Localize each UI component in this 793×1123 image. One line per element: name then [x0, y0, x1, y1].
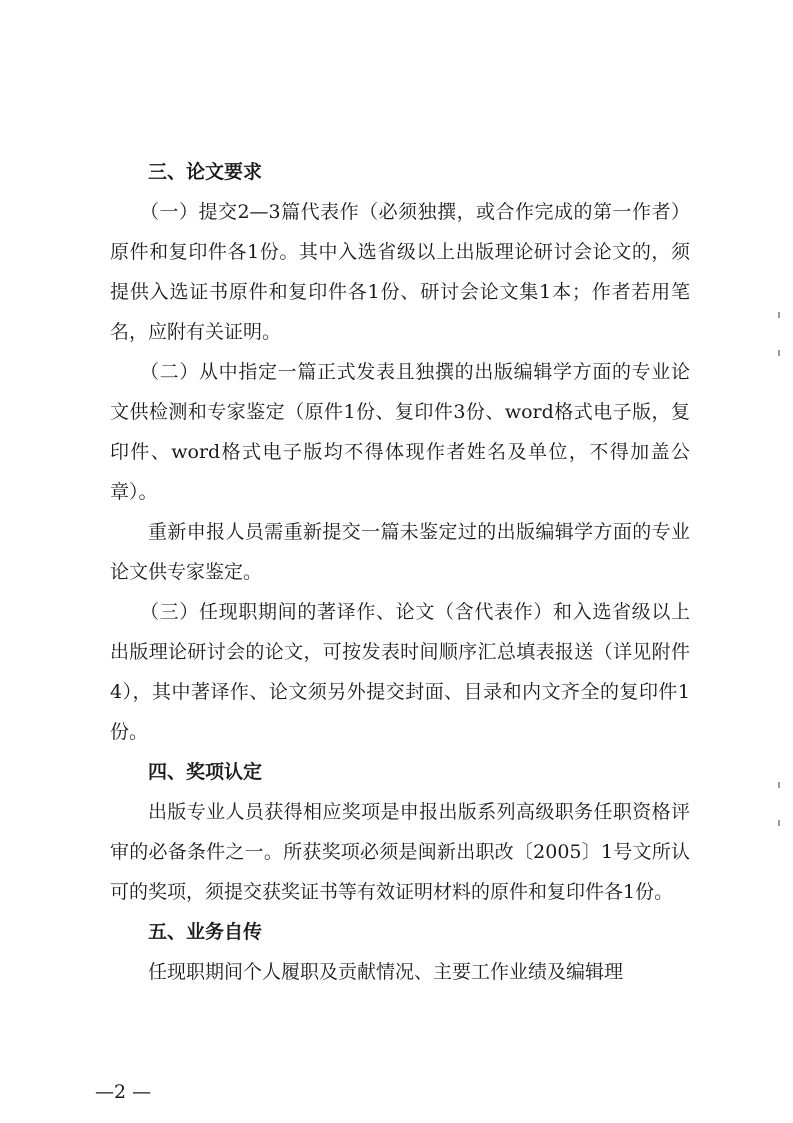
binding-mark	[778, 350, 780, 356]
paragraph-submit-works: （一）提交2—3篇代表作（必须独撰，或合作完成的第一作者）原件和复印件各1份。其中入选省级以上出版理论研讨会论文的，须提供入选证书原件和复印件各1份、研讨会论文集1本；作者若用笔名，应附有关证明。	[110, 201, 690, 343]
page-number: —2 —	[95, 1081, 152, 1103]
section-heading-paper-requirements: 三、论文要求	[148, 161, 263, 183]
paragraph-autobiography: 任现职期间个人履职及贡献情况、主要工作业绩及编辑理	[148, 961, 624, 983]
paragraph-reapplicants: 重新申报人员需重新提交一篇未鉴定过的出版编辑学方面的专业论文供专家鉴定。	[110, 521, 690, 583]
binding-mark	[778, 782, 780, 788]
paragraph-awards: 出版专业人员获得相应奖项是申报出版系列高级职务任职资格评审的必备条件之一。所获奖项必须是闽新出职改〔2005〕1号文所认可的奖项，须提交获奖证书等有效证明材料的原件和复印件各1份。	[110, 801, 690, 903]
paragraph-designated-paper: （二）从中指定一篇正式发表且独撰的出版编辑学方面的专业论文供检测和专家鉴定（原件1份、复印件3份、word格式电子版，复印件、word格式电子版均不得体现作者姓名及单位，不得加盖公章）。	[110, 361, 690, 503]
binding-mark	[778, 820, 780, 826]
paragraph-works-during-tenure: （三）任现职期间的著译作、论文（含代表作）和入选省级以上出版理论研讨会的论文，可按发表时间顺序汇总填表报送（详见附件4），其中著译作、论文须另外提交封面、目录和内文齐全的复印件1份。	[110, 601, 690, 743]
section-heading-award-recognition: 四、奖项认定	[148, 761, 263, 783]
binding-mark	[778, 312, 780, 318]
section-heading-work-autobiography: 五、业务自传	[148, 921, 263, 943]
document-body	[110, 152, 690, 992]
